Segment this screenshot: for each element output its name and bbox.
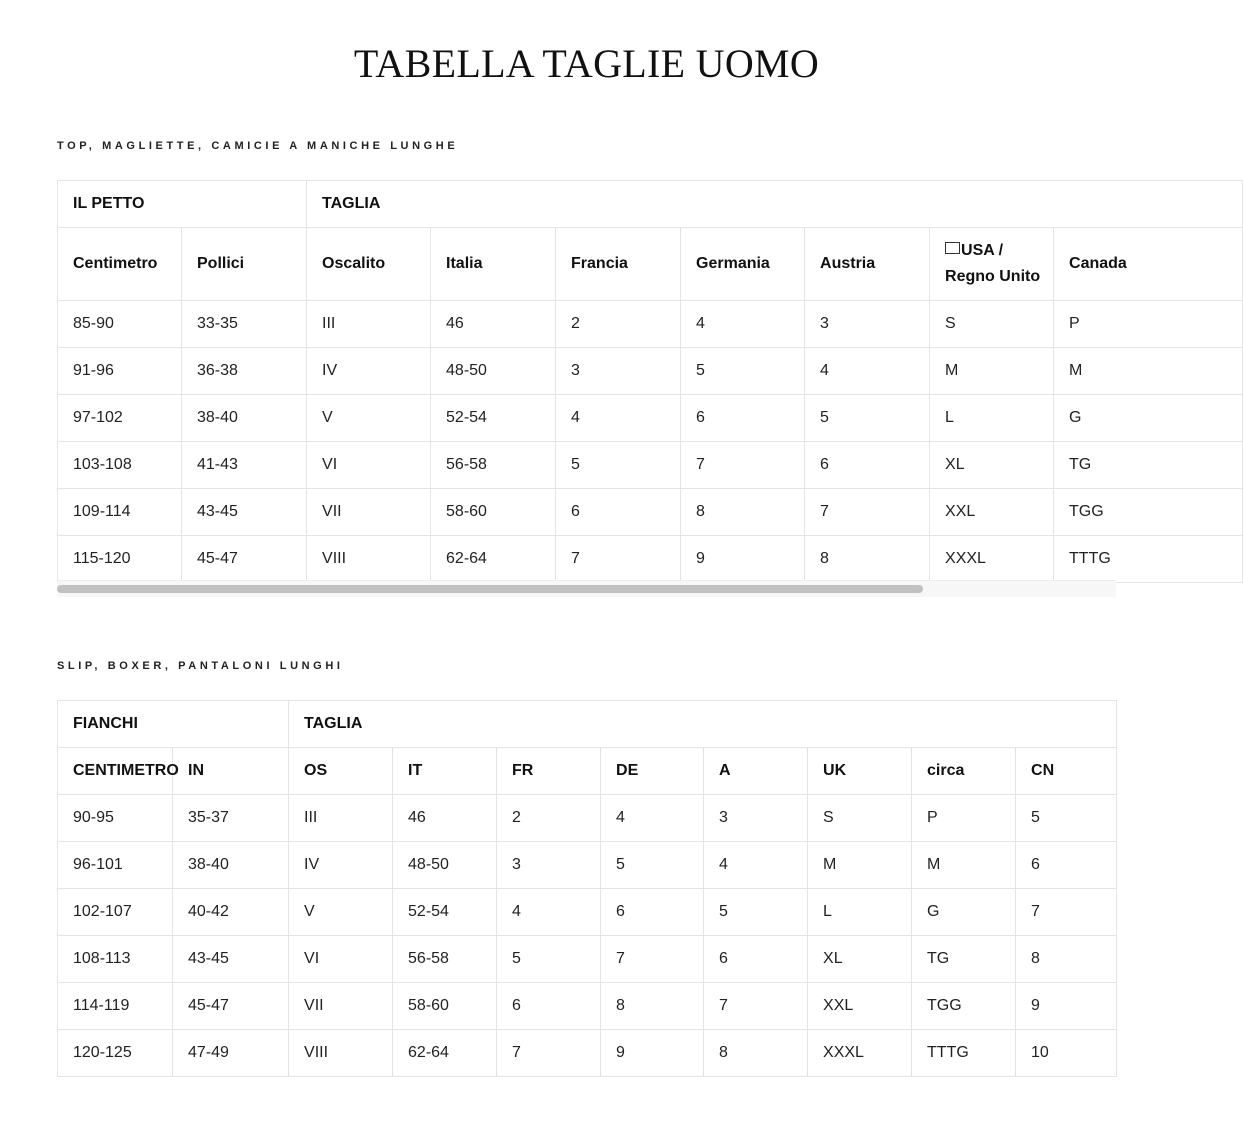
- table-cell: 62-64: [393, 1030, 497, 1077]
- table-cell: 6: [681, 395, 805, 442]
- table-group-header-row: [58, 181, 1243, 228]
- col-header-in: IN: [173, 748, 289, 795]
- table-cell: 4: [497, 889, 601, 936]
- table-cell: L: [808, 889, 912, 936]
- table-cell: G: [912, 889, 1016, 936]
- col-header-usa-uk-line1: USA /: [961, 242, 1004, 259]
- col-header-canada: Canada: [1054, 228, 1243, 301]
- group-header-size: TAGLIA: [289, 701, 1117, 748]
- table-cell: 97-102: [58, 395, 182, 442]
- section-title-tops: TOP, MAGLIETTE, CAMICIE A MANICHE LUNGHE: [57, 140, 459, 152]
- table-cell: 3: [704, 795, 808, 842]
- table-cell: 5: [704, 889, 808, 936]
- table-cell: 6: [556, 489, 681, 536]
- table-cell: S: [808, 795, 912, 842]
- table-cell: XXL: [930, 489, 1054, 536]
- table-cell: 108-113: [58, 936, 173, 983]
- table-row: [58, 1030, 1117, 1077]
- table-cell: 109-114: [58, 489, 182, 536]
- table-cell: 120-125: [58, 1030, 173, 1077]
- col-header-de: DE: [601, 748, 704, 795]
- table-cell: TTTG: [1054, 536, 1243, 583]
- table-cell: 5: [681, 348, 805, 395]
- table-cell: XL: [930, 442, 1054, 489]
- scrollbar-thumb[interactable]: [57, 585, 923, 593]
- bottoms-size-table: [57, 700, 1117, 1077]
- table-group-header-row: [58, 701, 1117, 748]
- group-header-size: TAGLIA: [307, 181, 1243, 228]
- table-cell: VII: [289, 983, 393, 1030]
- table-row: [58, 348, 1243, 395]
- table-cell: XXXL: [808, 1030, 912, 1077]
- table-cell: VI: [289, 936, 393, 983]
- table-cell: IV: [307, 348, 431, 395]
- col-header-pollici: Pollici: [182, 228, 307, 301]
- group-header-hips: FIANCHI: [58, 701, 289, 748]
- table-cell: L: [930, 395, 1054, 442]
- col-header-it: IT: [393, 748, 497, 795]
- table-cell: 4: [601, 795, 704, 842]
- table-cell: 5: [497, 936, 601, 983]
- table-cell: 10: [1016, 1030, 1117, 1077]
- table-cell: 56-58: [431, 442, 556, 489]
- table-cell: P: [1054, 301, 1243, 348]
- table-cell: 3: [497, 842, 601, 889]
- table-cell: 8: [704, 1030, 808, 1077]
- table-cell: 7: [704, 983, 808, 1030]
- col-header-centimetro: CENTIMETRO: [58, 748, 173, 795]
- table-cell: M: [808, 842, 912, 889]
- table-cell: M: [930, 348, 1054, 395]
- table-row: [58, 395, 1243, 442]
- table-row: [58, 983, 1117, 1030]
- table-row: [58, 795, 1117, 842]
- page-title: TABELLA TAGLIE UOMO: [353, 41, 820, 86]
- table-cell: 6: [601, 889, 704, 936]
- col-header-usa-uk-line2: Regno Unito: [945, 268, 1041, 285]
- table-cell: S: [930, 301, 1054, 348]
- table-cell: 9: [601, 1030, 704, 1077]
- table-cell: III: [289, 795, 393, 842]
- table-cell: 45-47: [173, 983, 289, 1030]
- table-cell: M: [912, 842, 1016, 889]
- table-row: [58, 842, 1117, 889]
- table-cell: 9: [681, 536, 805, 583]
- missing-glyph-icon: [945, 242, 960, 254]
- table-cell: TG: [1054, 442, 1243, 489]
- table-row: [58, 489, 1243, 536]
- table-cell: 47-49: [173, 1030, 289, 1077]
- table-cell: 8: [601, 983, 704, 1030]
- table-cell: 35-37: [173, 795, 289, 842]
- col-header-os: OS: [289, 748, 393, 795]
- table-cell: 90-95: [58, 795, 173, 842]
- table-cell: 7: [556, 536, 681, 583]
- table-cell: 41-43: [182, 442, 307, 489]
- table-cell: TG: [912, 936, 1016, 983]
- table-cell: 48-50: [431, 348, 556, 395]
- table-cell: 103-108: [58, 442, 182, 489]
- col-header-austria: Austria: [805, 228, 930, 301]
- table-row: [58, 536, 1243, 583]
- table-cell: 8: [1016, 936, 1117, 983]
- table-cell: 7: [1016, 889, 1117, 936]
- table-cell: 33-35: [182, 301, 307, 348]
- col-header-usa-uk: [930, 228, 1054, 301]
- table-cell: 58-60: [393, 983, 497, 1030]
- col-header-fr: FR: [497, 748, 601, 795]
- table-cell: 6: [497, 983, 601, 1030]
- col-header-a: A: [704, 748, 808, 795]
- col-header-centimetro: Centimetro: [58, 228, 182, 301]
- table-cell: 5: [601, 842, 704, 889]
- col-header-germania: Germania: [681, 228, 805, 301]
- table-cell: 43-45: [182, 489, 307, 536]
- table-cell: 7: [601, 936, 704, 983]
- tops-size-table: [57, 180, 1243, 583]
- table-cell: 8: [805, 536, 930, 583]
- col-header-oscalito: Oscalito: [307, 228, 431, 301]
- table-cell: G: [1054, 395, 1243, 442]
- table-cell: 58-60: [431, 489, 556, 536]
- table-cell: 91-96: [58, 348, 182, 395]
- table-cell: TGG: [1054, 489, 1243, 536]
- table-cell: 6: [704, 936, 808, 983]
- table-cell: 3: [805, 301, 930, 348]
- table-cell: 7: [681, 442, 805, 489]
- col-header-uk: UK: [808, 748, 912, 795]
- table-cell: V: [307, 395, 431, 442]
- table-cell: 7: [805, 489, 930, 536]
- table-cell: VIII: [289, 1030, 393, 1077]
- table-cell: XL: [808, 936, 912, 983]
- col-header-circa: circa: [912, 748, 1016, 795]
- table-cell: 7: [497, 1030, 601, 1077]
- col-header-italia: Italia: [431, 228, 556, 301]
- table-cell: 6: [805, 442, 930, 489]
- table-cell: 56-58: [393, 936, 497, 983]
- table-cell: 62-64: [431, 536, 556, 583]
- tops-table-scroll-container[interactable]: [57, 180, 1127, 596]
- table-column-header-row: [58, 228, 1243, 301]
- table-cell: 102-107: [58, 889, 173, 936]
- table-cell: 38-40: [182, 395, 307, 442]
- table-cell: 52-54: [431, 395, 556, 442]
- table-cell: 4: [805, 348, 930, 395]
- table-row: [58, 889, 1117, 936]
- table-cell: VII: [307, 489, 431, 536]
- table-cell: V: [289, 889, 393, 936]
- bottoms-table-container: [57, 700, 1116, 1077]
- table-cell: 36-38: [182, 348, 307, 395]
- table-cell: 115-120: [58, 536, 182, 583]
- table-cell: 5: [1016, 795, 1117, 842]
- table-cell: VI: [307, 442, 431, 489]
- horizontal-scrollbar[interactable]: [57, 580, 1116, 597]
- table-cell: 8: [681, 489, 805, 536]
- table-cell: 40-42: [173, 889, 289, 936]
- tops-table-body: [58, 301, 1243, 583]
- table-cell: 5: [805, 395, 930, 442]
- bottoms-table-body: [58, 795, 1117, 1077]
- table-cell: 45-47: [182, 536, 307, 583]
- table-cell: 52-54: [393, 889, 497, 936]
- table-cell: VIII: [307, 536, 431, 583]
- table-cell: IV: [289, 842, 393, 889]
- table-row: [58, 936, 1117, 983]
- table-cell: 4: [681, 301, 805, 348]
- table-cell: 114-119: [58, 983, 173, 1030]
- table-cell: 2: [497, 795, 601, 842]
- table-cell: 96-101: [58, 842, 173, 889]
- section-title-bottoms: SLIP, BOXER, PANTALONI LUNGHI: [57, 660, 344, 672]
- table-cell: 5: [556, 442, 681, 489]
- col-header-francia: Francia: [556, 228, 681, 301]
- table-column-header-row: [58, 748, 1117, 795]
- table-cell: XXXL: [930, 536, 1054, 583]
- group-header-chest: IL PETTO: [58, 181, 307, 228]
- table-row: [58, 301, 1243, 348]
- table-cell: 43-45: [173, 936, 289, 983]
- table-cell: 85-90: [58, 301, 182, 348]
- table-cell: 48-50: [393, 842, 497, 889]
- table-cell: 6: [1016, 842, 1117, 889]
- table-cell: M: [1054, 348, 1243, 395]
- table-cell: 2: [556, 301, 681, 348]
- table-cell: 46: [393, 795, 497, 842]
- table-cell: P: [912, 795, 1016, 842]
- table-cell: III: [307, 301, 431, 348]
- table-cell: XXL: [808, 983, 912, 1030]
- col-header-cn: CN: [1016, 748, 1117, 795]
- table-cell: 4: [704, 842, 808, 889]
- table-cell: 4: [556, 395, 681, 442]
- table-cell: TTTG: [912, 1030, 1016, 1077]
- table-cell: 3: [556, 348, 681, 395]
- table-cell: 38-40: [173, 842, 289, 889]
- table-row: [58, 442, 1243, 489]
- table-cell: 46: [431, 301, 556, 348]
- table-cell: TGG: [912, 983, 1016, 1030]
- table-cell: 9: [1016, 983, 1117, 1030]
